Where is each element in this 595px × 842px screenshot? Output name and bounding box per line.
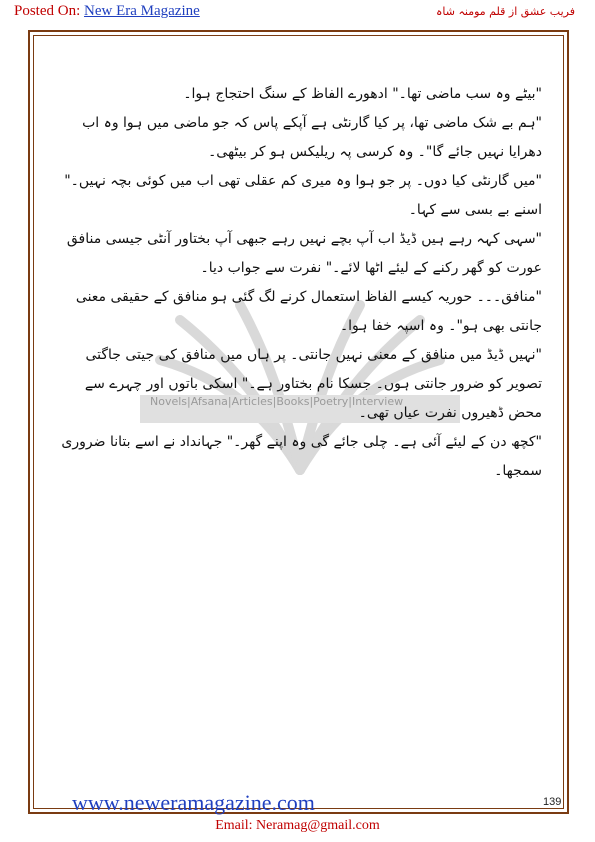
paragraph: "میں گارنٹی کیا دوں۔ پر جو ہوا وہ میری کم عقلی تھی اب میں کوئی بچہ نہیں۔" اسنے بے بسی سے کہا۔ <box>64 173 542 218</box>
paragraph: "نہیں ڈیڈ میں منافق کے معنی نہیں جانتی۔ پر ہاں میں منافق کی جیتی جاگتی تصویر کو ضرور جانتی ہوں۔ جسکا نام بختاور ہے۔" اسکی باتوں اور چہرے سے محض ڈھیروں نفرت عیاں تھی۔ <box>84 347 542 421</box>
novel-title: فریب عشق از قلم مومنہ شاہ <box>435 5 575 18</box>
story-text <box>60 80 542 486</box>
watermark-text: Novels|Afsana|Articles|Books|Poetry|Interview <box>150 395 404 408</box>
paragraph: "کچھ دن کے لیئے آئی ہے۔ چلی جائے گی وہ اپنے گھر۔" جہانداد نے اسے بتانا ضروری سمجھا۔ <box>61 434 542 479</box>
posted-label: Posted On: <box>14 3 81 19</box>
contact-email: Email: Neramag@gmail.com <box>215 818 380 833</box>
paragraph: "سہی کہہ رہے ہیں ڈیڈ اب آپ بچے نہیں رہے جبھی آپ بختاور آنٹی جیسی منافق عورت کو گھر رکنے کے لیئے اٹھا لائے۔" نفرت سے جواب دیا۔ <box>66 231 542 276</box>
magazine-link[interactable]: New Era Magazine <box>84 3 200 19</box>
paragraph: "بیٹے وہ سب ماضی تھا۔" ادھورے الفاظ کے سنگ احتجاج ہوا۔ <box>183 86 542 102</box>
paragraph: "منافق۔۔۔ حوریہ کیسے الفاظ استعمال کرنے لگ گئی ہو منافق کے حقیقی معنی جانتی بھی ہو"۔ وہ اسپہ خفا ہوا۔ <box>75 289 542 334</box>
page-number: 139 <box>543 796 562 808</box>
website-url[interactable]: www.neweramagazine.com <box>72 790 315 815</box>
posted-on-header <box>14 3 200 20</box>
paragraph: "ہم بے شک ماضی تھا، پر کیا گارنٹی ہے آپکے پاس کہ جو ماضی میں ہوا وہ اب دھرایا نہیں جائے گا"۔ وہ کرسی پہ ریلیکس ہو کر بیٹھی۔ <box>82 115 542 160</box>
